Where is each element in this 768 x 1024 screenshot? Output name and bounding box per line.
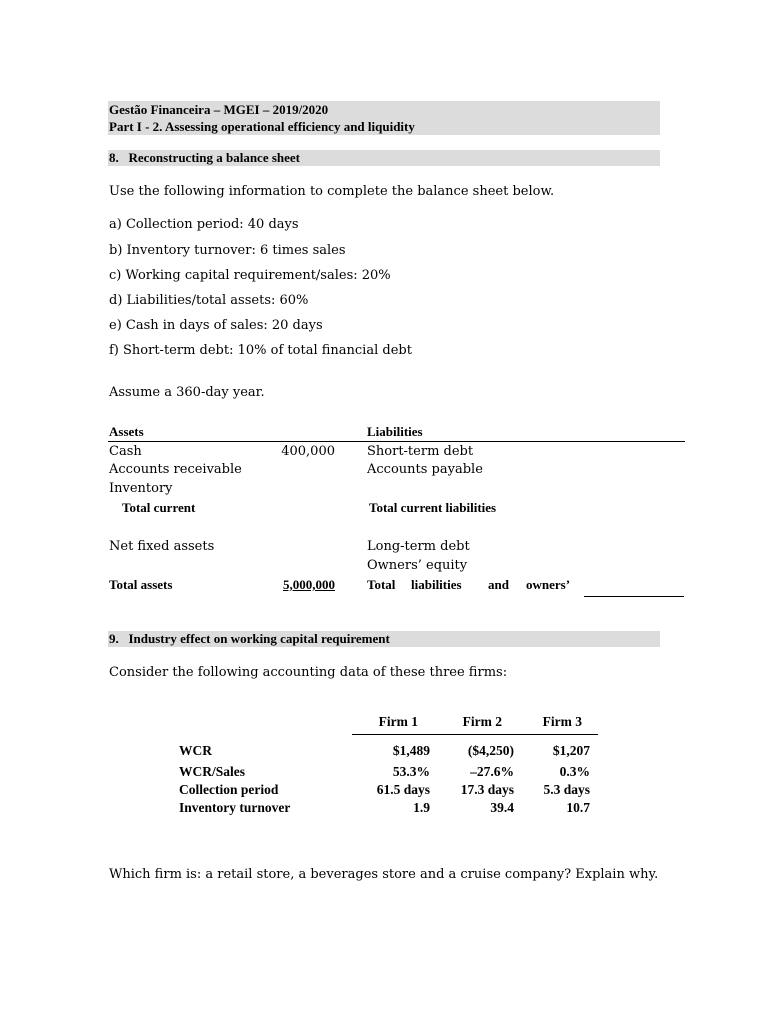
column-header: Firm 2 (462, 714, 502, 729)
list-item: e) Cash in days of sales: 20 days (109, 318, 323, 333)
column-header: Firm 3 (542, 714, 582, 729)
accounts-payable-label: Accounts payable (367, 462, 483, 477)
table-cell: $1,207 (552, 743, 590, 758)
list-item: a) Collection period: 40 days (109, 217, 299, 232)
total-liabilities-word: Total (367, 577, 396, 592)
table-cell: 39.4 (490, 800, 514, 815)
balance-header-rule (108, 441, 685, 442)
part-title: Part I - 2. Assessing operational efficiency and liquidity (109, 119, 415, 134)
total-current-label: Total current (122, 500, 196, 515)
section-9-heading: 9. Industry effect on working capital requirement (109, 631, 390, 646)
row-label: Inventory turnover (179, 800, 291, 815)
total-assets-value: 5,000,000 (283, 577, 335, 592)
short-term-debt-label: Short-term debt (367, 444, 474, 459)
accounts-receivable-label: Accounts receivable (109, 462, 242, 477)
net-fixed-assets-label: Net fixed assets (109, 539, 215, 554)
total-liabilities-word: owners’ (526, 577, 571, 592)
section-8-heading: 8. Reconstructing a balance sheet (109, 150, 301, 165)
table-cell: $1,489 (392, 743, 430, 758)
assumption-text: Assume a 360-day year. (109, 385, 265, 400)
table-cell: 1.9 (413, 800, 430, 815)
total-current-liabilities-label: Total current liabilities (369, 500, 497, 515)
list-item: c) Working capital requirement/sales: 20% (109, 268, 391, 283)
row-label: WCR/Sales (179, 764, 246, 779)
list-item: d) Liabilities/total assets: 60% (109, 293, 309, 308)
cash-label: Cash (109, 444, 142, 459)
long-term-debt-label: Long-term debt (367, 539, 470, 554)
inventory-label: Inventory (109, 481, 173, 496)
table-cell: –27.6% (470, 764, 514, 779)
table-cell: 0.3% (559, 764, 590, 779)
table-cell: 17.3 days (460, 782, 514, 797)
table-cell: 61.5 days (376, 782, 430, 797)
cash-value: 400,000 (281, 444, 335, 459)
total-liabilities-word: liabilities (411, 577, 462, 592)
total-liabilities-blank-line (584, 596, 684, 597)
assets-header: Assets (109, 424, 144, 439)
table-cell: 53.3% (392, 764, 430, 779)
table-cell: 10.7 (566, 800, 590, 815)
table-cell: 5.3 days (543, 782, 590, 797)
section-9-question: Which firm is: a retail store, a beverages store and a cruise company? Explain why. (109, 867, 659, 882)
total-liabilities-word: and (488, 577, 509, 592)
table-header-rule (352, 734, 598, 735)
course-title: Gestão Financeira – MGEI – 2019/2020 (109, 102, 329, 117)
column-header: Firm 1 (378, 714, 418, 729)
liabilities-header: Liabilities (367, 424, 423, 439)
owners-equity-label: Owners’ equity (367, 558, 468, 573)
total-assets-label: Total assets (109, 577, 173, 592)
table-cell: ($4,250) (467, 743, 514, 758)
section-9-intro: Consider the following accounting data of these three firms: (109, 665, 508, 680)
list-item: b) Inventory turnover: 6 times sales (109, 243, 346, 258)
row-label: Collection period (179, 782, 279, 797)
list-item: f) Short-term debt: 10% of total financial debt (109, 343, 412, 358)
section-8-intro: Use the following information to complete the balance sheet below. (109, 184, 555, 199)
row-label: WCR (179, 743, 212, 758)
